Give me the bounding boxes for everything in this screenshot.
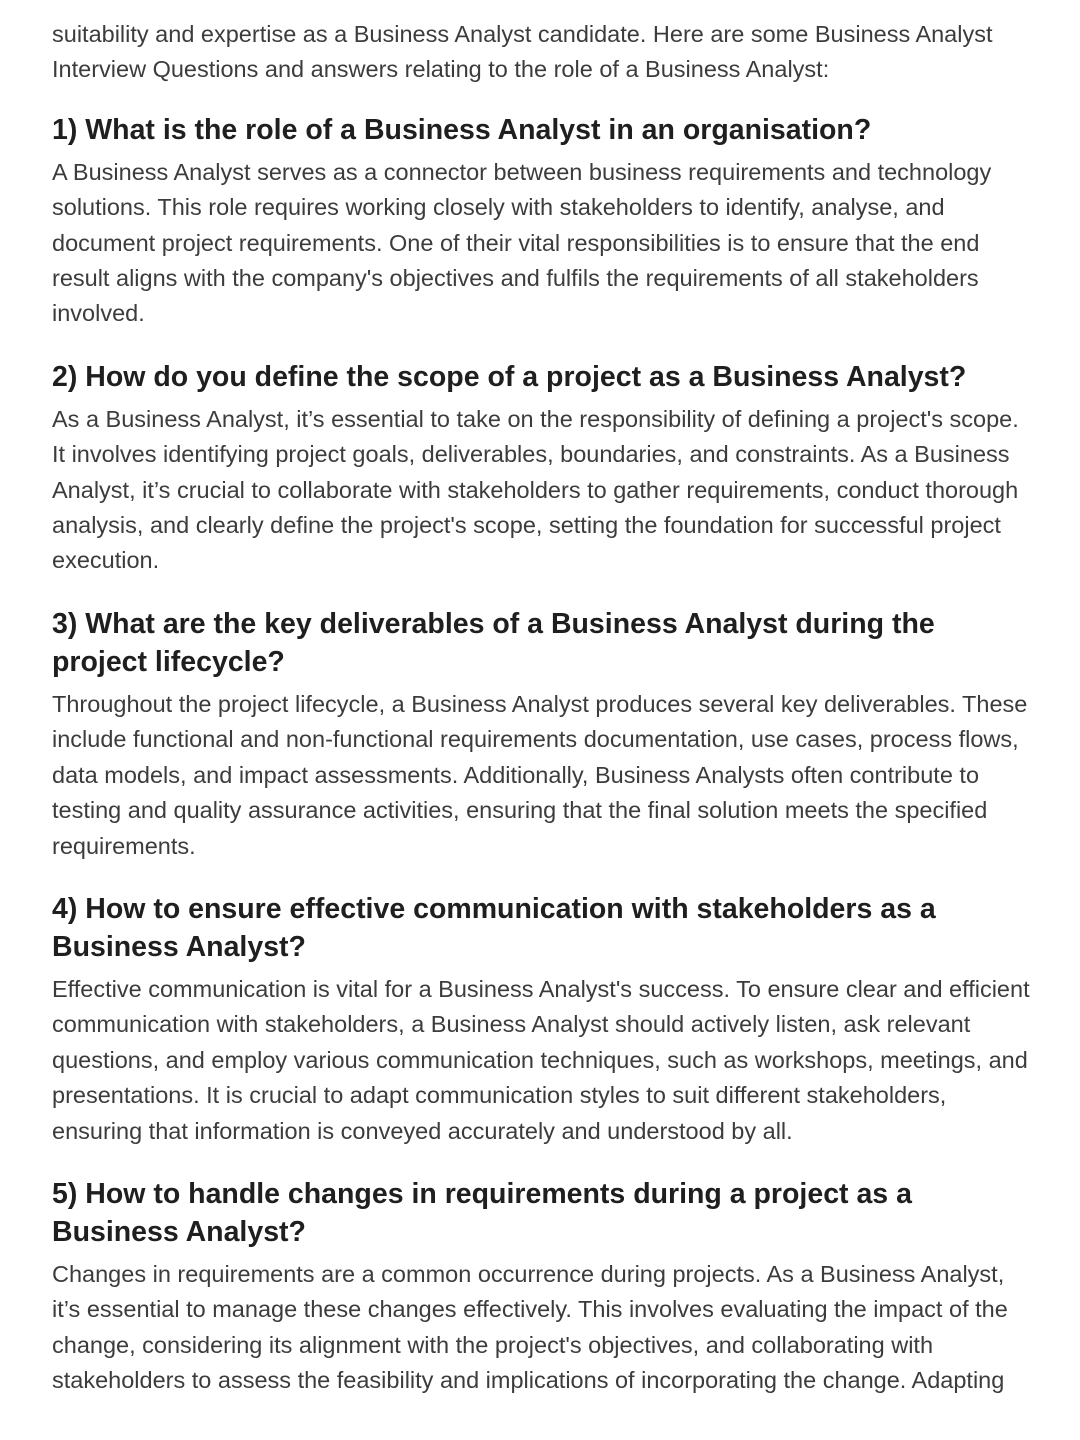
qa-item-5 (52, 1175, 1037, 1399)
answer-paragraph: Effective communication is vital for a Business Analyst's success. To ensure clear and efficient communication with stakeholders, a Business Analyst should actively listen, ask relevant questions, and employ various communication techniques, such as workshops, meetings, and presentations. It is crucial to adapt communication styles to suit different stakeholders, ensuring that information is conveyed accurately and understood by all. (52, 975, 1030, 1144)
answer-paragraph: As a Business Analyst, it’s essential to take on the responsibility of defining a project's scope. It involves identifying project goals, deliverables, boundaries, and constraints. As a Business Analyst, it’s crucial to collaborate with stakeholders to gather requirements, conduct thorough analysis, and clearly define the project's scope, setting the foundation for successful project execution. (52, 405, 1019, 574)
intro-paragraph: suitability and expertise as a Business Analyst candidate. Here are some Business Analyst Interview Questions and answers relating to the role of a Business Analyst: (52, 21, 993, 83)
qa-item-3 (52, 605, 1037, 864)
qa-item-4 (52, 890, 1037, 1149)
question-heading: 5) How to handle changes in requirements during a project as a Business Analyst? (52, 1177, 912, 1248)
answer-paragraph: Throughout the project lifecycle, a Business Analyst produces several key deliverables. These include functional and non-functional requirements documentation, use cases, process flows, data models, and impact assessments. Additionally, Business Analysts often contribute to testing and quality assurance activities, ensuring that the final solution meets the specified requirements. (52, 690, 1028, 859)
qa-item-2 (52, 358, 1037, 579)
qa-item-1 (52, 111, 1037, 332)
answer-paragraph: A Business Analyst serves as a connector between business requirements and technology solutions. This role requires working closely with stakeholders to identify, analyse, and document project requirements. One of their vital responsibilities is to ensure that the end result aligns with the company's objectives and fulfils the requirements of all stakeholders involved. (52, 158, 992, 327)
answer-paragraph: Changes in requirements are a common occurrence during projects. As a Business Analyst, it’s essential to manage these changes effectively. This involves evaluating the impact of the change, considering its alignment with the project's objectives, and collaborating with stakeholders to assess the feasibility and implications of incorporating the change. Adapting (52, 1260, 1008, 1394)
question-heading: 2) How do you define the scope of a project as a Business Analyst? (52, 360, 967, 393)
question-heading: 1) What is the role of a Business Analyst in an organisation? (52, 113, 872, 146)
question-heading: 3) What are the key deliverables of a Business Analyst during the project lifecycle? (52, 607, 935, 678)
article-body (52, 17, 1037, 1425)
question-heading: 4) How to ensure effective communication with stakeholders as a Business Analyst? (52, 892, 936, 963)
